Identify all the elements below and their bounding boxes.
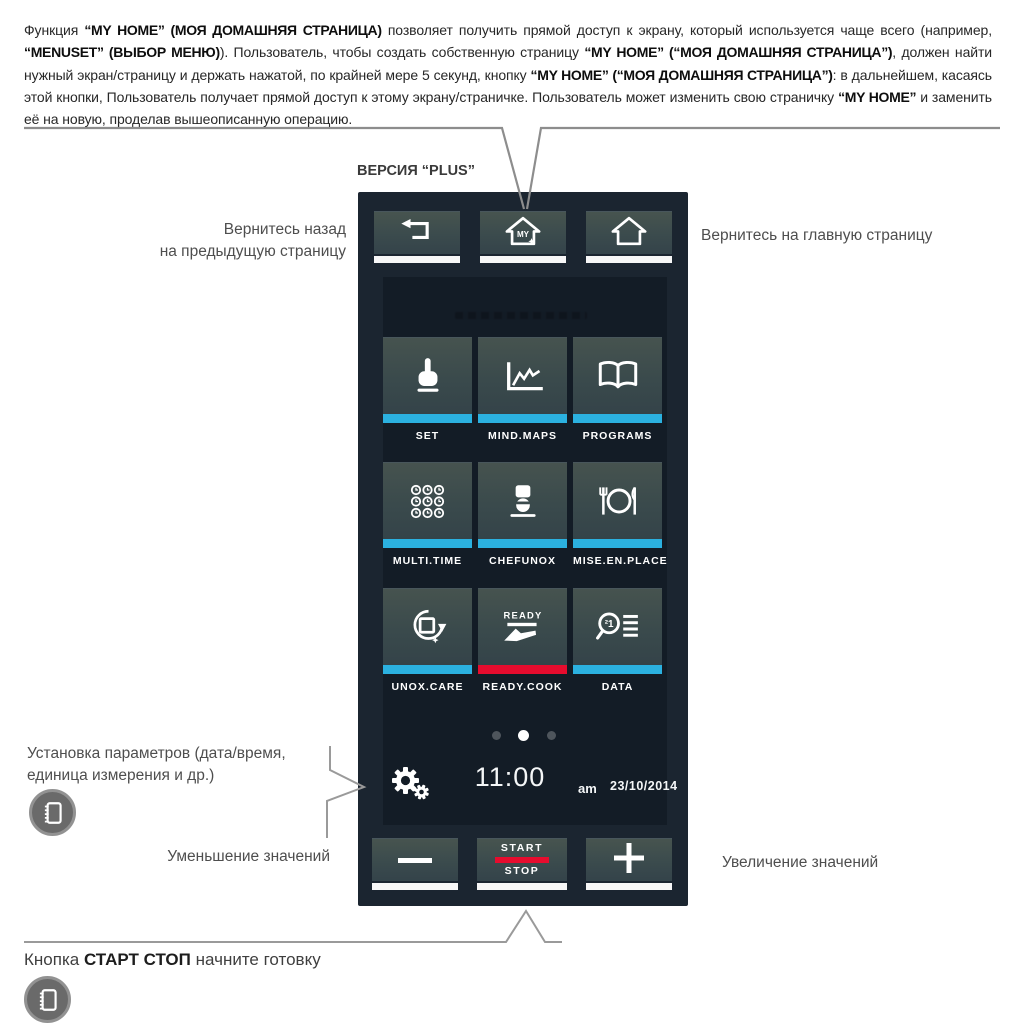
callout-increase: Увеличение значений: [722, 854, 879, 871]
my-home-button[interactable]: [480, 211, 566, 254]
home-icon: [610, 216, 648, 251]
tile-mise-en-place[interactable]: [573, 462, 668, 567]
svg-text:READY: READY: [502, 609, 543, 621]
tile-underline: [573, 539, 662, 548]
tile-underline: [383, 414, 472, 423]
tile-label: MIND.MAPS: [487, 430, 558, 442]
pager-dot-active[interactable]: [518, 730, 529, 741]
settings-gear-button[interactable]: [388, 763, 430, 806]
clock-date: 23/10/2014: [610, 779, 678, 793]
tile-chefunox[interactable]: [478, 462, 567, 567]
tile-data[interactable]: [573, 588, 662, 693]
tile-underline: [478, 539, 567, 548]
plate-cutlery-icon: [573, 462, 662, 539]
manual-icon: [29, 789, 76, 836]
back-icon: [400, 219, 434, 248]
tile-programs[interactable]: [573, 337, 662, 442]
dimmed-screen-text: [455, 312, 587, 319]
callout-back: Вернитесь назад на предыдущую страницу: [159, 221, 346, 260]
chef-icon: [478, 462, 567, 539]
tile-unox-care[interactable]: [383, 588, 472, 693]
tile-label: PROGRAMS: [582, 430, 653, 442]
tile-mind-maps[interactable]: [478, 337, 567, 442]
tile-label: UNOX.CARE: [391, 681, 464, 693]
clock-time: 11:00: [474, 762, 546, 792]
press-hand-icon: [383, 337, 472, 414]
start-stop-button[interactable]: [477, 838, 567, 881]
pager-dot[interactable]: [547, 731, 556, 740]
tile-label: CHEFUNOX: [489, 555, 556, 567]
callout-home: Вернитесь на главную страницу: [701, 227, 933, 244]
multi-clock-icon: [383, 462, 472, 539]
pager-dot[interactable]: [492, 731, 501, 740]
clock-meridiem: am: [578, 781, 597, 796]
intro-paragraph: Функция “MY HOME” (МОЯ ДОМАШНЯЯ СТРАНИЦА) позволяет получить прямой доступ к экрану, который используется чаще всего (например, “MENUSET” (ВЫБОР МЕНЮ)). Пользователь, чтобы создать собственную страницу “MY HOME” (“МОЯ ДОМАШНЯЯ СТРАНИЦА”), должен найти нужный экран/страницу и держать нажатой, по крайней мере 5 секунд, кнопку “MY HOME” (“МОЯ ДОМАШНЯЯ СТРАНИЦА”): в дальнейшем, касаясь этой кнопки, Пользователь получает прямой доступ к этому экрану/страничке. Пользователь может изменить свою страничку “MY HOME” и заменить её на новую, проделав вышеописанную операцию.: [24, 22, 993, 128]
ready-hand-icon: [478, 588, 567, 665]
tile-label: DATA: [601, 681, 634, 693]
plus-button[interactable]: [586, 838, 672, 881]
my-home-icon: [504, 216, 542, 251]
tile-label: READY.COOK: [482, 681, 563, 693]
callout-start-stop: Кнопка СТАРТ СТОП начните готовку: [24, 950, 321, 969]
back-button[interactable]: [374, 211, 460, 254]
svg-text:MY: MY: [516, 229, 530, 239]
care-cycle-icon: [383, 588, 472, 665]
start-label: START: [500, 842, 544, 855]
version-label: ВЕРСИЯ “PLUS”: [357, 163, 475, 179]
tile-ready-cook[interactable]: [478, 588, 567, 693]
tile-underline: [478, 414, 567, 423]
gears-icon: [388, 788, 430, 805]
tile-underline: [383, 539, 472, 548]
callout-decrease: Уменьшение значений: [167, 848, 330, 865]
search-data-icon: [573, 588, 662, 665]
tile-multi-time[interactable]: [383, 462, 472, 567]
plus-icon: [614, 843, 644, 878]
callout-settings: Установка параметров (дата/время, единица измерения и др.): [27, 745, 286, 784]
tile-underline: [478, 665, 567, 674]
minus-button[interactable]: [372, 838, 458, 881]
chart-icon: [478, 337, 567, 414]
tile-label: MULTI.TIME: [392, 555, 463, 567]
stop-label: STOP: [504, 864, 540, 877]
book-icon: [573, 337, 662, 414]
tile-underline: [573, 665, 662, 674]
minus-icon: [398, 858, 432, 863]
tile-underline: [573, 414, 662, 423]
tile-underline: [383, 665, 472, 674]
start-stop-red-bar: [495, 857, 549, 864]
tile-label: SET: [415, 430, 440, 442]
home-button[interactable]: [586, 211, 672, 254]
tile-set[interactable]: [383, 337, 472, 442]
svg-text:²1: ²1: [604, 619, 614, 630]
manual-icon: [24, 976, 71, 1023]
tile-label: MISE.EN.PLACE: [573, 555, 668, 567]
